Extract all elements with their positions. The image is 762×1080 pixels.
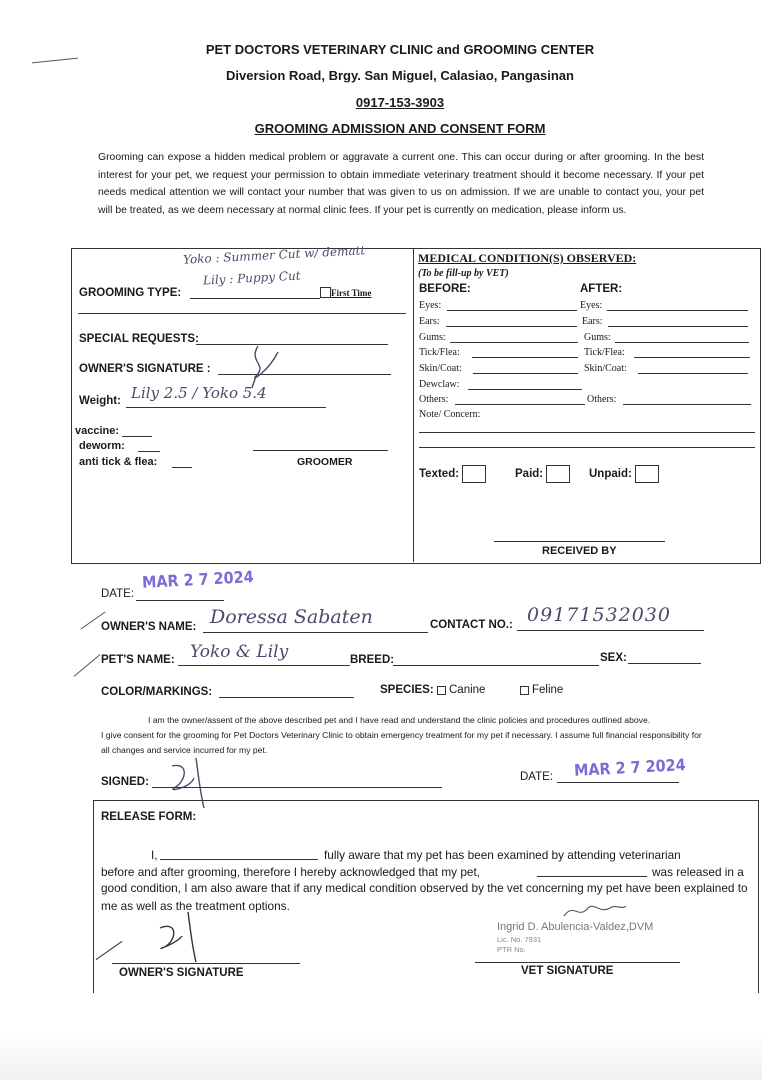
date-line — [136, 600, 224, 601]
after-others-line — [623, 404, 751, 405]
grooming-type-handwriting-1: Yoko : Summer Cut w/ dematt — [182, 243, 366, 267]
before-label: BEFORE: — [419, 283, 471, 295]
unpaid-label: Unpaid: — [589, 468, 632, 481]
signed-label: SIGNED: — [101, 776, 149, 788]
consent-text-2: I give consent for the grooming for Pet Doctors Veterinary Clinic to obtain emergency treatment for my pet if necessary. I assume full financial responsibility for all changes and service incurred for my pet. — [101, 730, 702, 755]
after-ears-label: Ears: — [582, 316, 603, 327]
vaccine-label: vaccine: — [75, 425, 120, 437]
intro-paragraph: Grooming can expose a hidden medical problem or aggravate a current one. This can occur during or after grooming. In the best interest for your pet, we request your permission to obtain immediate veterinary treatment should it become necessary. If your pet needs medical attention we will contact your number that was given to us on admission. If we are unable to contact you, your pet will be treated, as we deem necessary at normal clinic fees. If your pet is currently on medication, please inform us. — [98, 152, 704, 216]
species-label: SPECIES: — [380, 684, 434, 696]
owner-signature-line-release — [112, 963, 300, 964]
release-text-1: fully aware that my pet has been examined by attending veterinarian — [324, 848, 681, 862]
groomer-line — [253, 450, 388, 451]
contact-line — [517, 630, 704, 631]
release-i-label: I, — [151, 848, 158, 862]
texted-label: Texted: — [419, 468, 460, 481]
special-requests-label: SPECIAL REQUESTS: — [79, 333, 199, 345]
date-stamp: MAR 2 7 2024 — [141, 567, 255, 592]
after-ears-line — [608, 326, 748, 327]
before-dewclaw-label: Dewclaw: — [419, 379, 460, 390]
owner-signature-label: OWNER'S SIGNATURE : — [79, 363, 211, 375]
after-skin-coat-label: Skin/Coat: — [584, 363, 627, 374]
pet-name-line — [178, 665, 350, 666]
groomer-label: GROOMER — [297, 456, 353, 468]
vet-signature-line — [475, 962, 680, 963]
weight-label: Weight: — [79, 395, 121, 407]
owner-signature-scribble — [238, 342, 298, 390]
clinic-phone: 0917-153-3903 — [355, 95, 445, 110]
vet-signature-label: VET SIGNATURE — [521, 965, 614, 977]
medical-condition-title: MEDICAL CONDITION(S) OBSERVED: — [418, 251, 637, 265]
paid-field — [515, 465, 570, 483]
before-others-line — [455, 404, 585, 405]
vaccine-line — [122, 436, 152, 437]
vet-name-stamp: Ingrid D. Abulencia-Valdez,DVM — [497, 921, 654, 933]
release-pet-line — [537, 876, 647, 877]
consent-date-stamp: MAR 2 7 2024 — [573, 755, 687, 780]
before-gums-label: Gums: — [419, 332, 446, 343]
grooming-type-handwriting-2: Lily : Puppy Cut — [202, 268, 301, 288]
unpaid-checkbox[interactable] — [635, 465, 659, 483]
owner-name-line — [203, 632, 428, 633]
release-owner-signature-scribble — [150, 906, 210, 966]
form-title: GROOMING ADMISSION AND CONSENT FORM — [254, 121, 546, 136]
owner-name-handwriting: Doressa Sabaten — [210, 606, 373, 628]
texted-field — [419, 465, 486, 483]
received-by-label: RECEIVED BY — [542, 545, 617, 557]
after-tick-flea-line — [634, 357, 750, 358]
owner-signature-release-label: OWNER'S SIGNATURE — [119, 967, 244, 979]
after-gums-label: Gums: — [584, 332, 611, 343]
release-form-title: RELEASE FORM: — [101, 811, 197, 823]
weight-line — [126, 407, 326, 408]
before-eyes-line — [447, 310, 577, 311]
before-ears-label: Ears: — [419, 316, 440, 327]
deworm-line — [138, 451, 160, 452]
anti-tick-flea-label: anti tick & flea: — [79, 456, 158, 468]
after-tick-flea-label: Tick/Flea: — [584, 347, 625, 358]
after-others-label: Others: — [587, 394, 617, 405]
after-eyes-label: Eyes: — [580, 300, 603, 311]
consent-text-1: I am the owner/assent of the above described pet and I have read and understand the clinic policies and procedures outlined above. — [148, 715, 651, 725]
vet-subtitle: (To be fill-up by VET) — [418, 268, 509, 279]
before-tick-flea-line — [472, 357, 578, 358]
before-ears-line — [446, 326, 577, 327]
texted-checkbox[interactable] — [462, 465, 486, 483]
paid-label: Paid: — [515, 468, 544, 481]
pen-mark — [74, 654, 101, 677]
before-eyes-label: Eyes: — [419, 300, 442, 311]
species-feline-checkbox[interactable] — [520, 686, 529, 695]
received-by-line — [494, 541, 665, 542]
first-time-checkbox[interactable] — [320, 287, 331, 298]
clinic-name: PET DOCTORS VETERINARY CLINIC and GROOMING CENTER — [205, 42, 595, 57]
before-dewclaw-line — [468, 389, 582, 390]
color-markings-label: COLOR/MARKINGS: — [101, 686, 213, 698]
species-feline-label: Feline — [532, 684, 564, 696]
after-eyes-line — [607, 310, 748, 311]
species-canine-checkbox[interactable] — [437, 686, 446, 695]
first-time-label: First Time — [331, 288, 372, 298]
color-markings-line — [219, 697, 354, 698]
grooming-type-line-2 — [78, 313, 406, 314]
sex-line — [628, 663, 701, 664]
after-gums-line — [615, 342, 749, 343]
release-text-4: good condition, I am also aware that if any medical condition observed by the vet concerning my pet have been explained to me as well as the treatment options. — [101, 881, 748, 913]
before-tick-flea-label: Tick/Flea: — [419, 347, 460, 358]
breed-line — [393, 665, 599, 666]
before-gums-line — [450, 342, 578, 343]
contact-handwriting: 09171532030 — [527, 604, 671, 626]
date-label: DATE: — [101, 588, 135, 600]
scan-edge — [0, 1030, 762, 1080]
note-concern-label: Note/ Concern: — [419, 409, 481, 420]
before-skin-coat-line — [473, 373, 578, 374]
pen-mark — [32, 58, 78, 64]
consent-date-label: DATE: — [520, 771, 554, 783]
note-line-1 — [419, 432, 755, 433]
grooming-type-line — [190, 298, 320, 299]
clinic-address: Diversion Road, Brgy. San Miguel, Calasiao, Pangasinan — [226, 68, 574, 83]
before-others-label: Others: — [419, 394, 449, 405]
paid-checkbox[interactable] — [546, 465, 570, 483]
after-skin-coat-line — [638, 373, 748, 374]
breed-label: BREED: — [350, 654, 395, 666]
anti-tick-flea-line — [172, 467, 192, 468]
deworm-label: deworm: — [79, 440, 125, 452]
box-divider — [413, 249, 414, 562]
unpaid-field — [589, 465, 659, 483]
note-line-2 — [419, 447, 755, 448]
pet-name-handwriting: Yoko & Lily — [190, 642, 289, 662]
signed-line — [152, 787, 442, 788]
release-text-2: before and after grooming, therefore I hereby acknowledged that my pet, — [101, 865, 481, 879]
vet-license-number: Lic. No. 7931 — [497, 935, 542, 944]
species-canine-label: Canine — [449, 684, 486, 696]
contact-label: CONTACT NO.: — [430, 619, 513, 631]
release-name-line — [160, 859, 318, 860]
consent-date-line — [557, 782, 679, 783]
pet-name-label: PET'S NAME: — [101, 654, 175, 666]
owner-name-label: OWNER'S NAME: — [101, 621, 197, 633]
before-skin-coat-label: Skin/Coat: — [419, 363, 462, 374]
weight-handwriting: Lily 2.5 / Yoko 5.4 — [131, 384, 267, 402]
after-label: AFTER: — [580, 283, 623, 295]
grooming-type-label: GROOMING TYPE: — [79, 287, 182, 299]
release-text-3: was released in a — [652, 865, 744, 879]
vet-ptr-number: PTR No. — [497, 945, 526, 954]
sex-label: SEX: — [600, 652, 627, 664]
